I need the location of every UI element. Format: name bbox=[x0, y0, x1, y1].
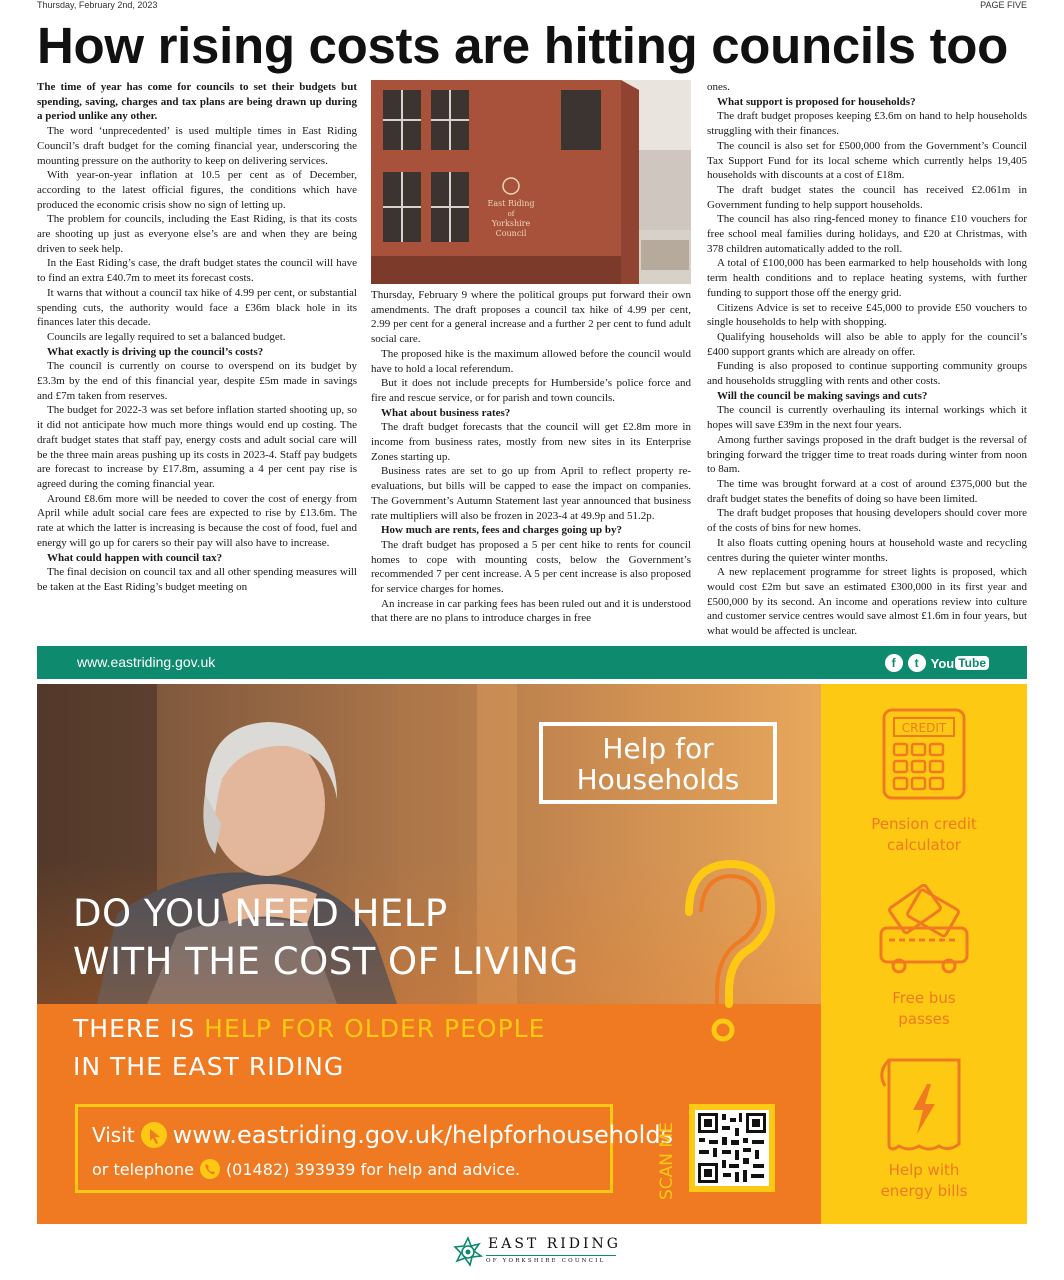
rose-emblem-icon bbox=[452, 1236, 484, 1268]
paragraph: Thursday, February 9 where the political groups put forward their own amendments. The draft proposes a council tax hike of 4.99 per cent, 2.99 per cent for a general increase and a further 2 per cent to fund adult social care. bbox=[371, 289, 691, 346]
telephone-row bbox=[92, 1159, 520, 1179]
east-riding-logo bbox=[450, 1234, 630, 1274]
paragraph: ones. bbox=[707, 81, 730, 93]
question-mark-icon bbox=[667, 852, 787, 1052]
bus-pass-icon bbox=[859, 884, 989, 980]
side-label-line: Help with bbox=[888, 1161, 960, 1179]
subheading: Will the council be making savings and cuts? bbox=[717, 389, 928, 402]
paragraph: It warns that without a council tax hike of 4.99 per cent, or substantial spending cuts, the authority would face a £36m black hole in its finances later this decade. bbox=[37, 286, 357, 329]
help-box-line: Help for bbox=[602, 732, 714, 765]
scan-me-label bbox=[653, 1104, 679, 1204]
subheading: What about business rates? bbox=[381, 406, 511, 419]
older-highlight: HELP FOR OLDER PEOPLE bbox=[204, 1014, 546, 1043]
older-people-line-2: IN THE EAST RIDING bbox=[73, 1052, 345, 1081]
youtube-you: You bbox=[930, 655, 955, 671]
bus-passes-label[interactable] bbox=[821, 988, 1027, 1030]
article-column-1 bbox=[37, 80, 357, 636]
youtube-tube: Tube bbox=[955, 656, 989, 670]
site-url[interactable]: www.eastriding.gov.uk bbox=[77, 654, 216, 670]
calculator-icon bbox=[859, 706, 989, 802]
ad-headline-line-1: DO YOU NEED HELP bbox=[73, 892, 448, 935]
paragraph: The time was brought forward at a cost of around £375,000 but the draft budget states the benefits of doing so have been limited. bbox=[707, 477, 1027, 505]
paragraph: The word ‘unprecedented’ is used multiple times in East Riding Council’s draft budget for the coming financial year, underscoring the mounting pressure on the authority to keep on delivering services. bbox=[37, 125, 357, 167]
paragraph: The final decision on council tax and all other spending measures will be taken at the East Riding’s budget meeting on bbox=[37, 566, 357, 593]
help-for-households-advert bbox=[37, 684, 1027, 1224]
telephone-prefix: or telephone bbox=[92, 1159, 194, 1179]
older-pre: THERE IS bbox=[73, 1014, 205, 1043]
paragraph: Citizens Advice is set to receive £45,000 to provide £50 vouchers to single households to help with shopping. bbox=[707, 301, 1027, 329]
social-links bbox=[885, 653, 989, 673]
help-box-line: Households bbox=[576, 763, 740, 796]
side-label-line: passes bbox=[898, 1010, 950, 1028]
visit-row bbox=[92, 1121, 673, 1149]
subheading: How much are rents, fees and charges going up by? bbox=[381, 524, 622, 537]
paragraph: A total of £100,000 has been earmarked to help households with long term health conditions and to replace heating systems, with further funding to support those off the energy grid. bbox=[707, 257, 1027, 299]
paragraph: Among further savings proposed in the draft budget is the reversal of bringing forward the trigger time to treat roads during winter from noon to 8am. bbox=[707, 433, 1027, 476]
advert-url-bar bbox=[37, 646, 1027, 679]
telephone-number[interactable]: (01482) 393939 for help and advice. bbox=[225, 1159, 521, 1179]
paragraph: The draft budget proposes keeping £3.6m on hand to help households struggling with their finances. bbox=[707, 110, 1027, 138]
paragraph: It also floats cutting opening hours at household waste and recycling centres during the quieter winter months. bbox=[707, 536, 1027, 564]
side-label-line: Pension credit bbox=[871, 815, 977, 833]
side-label-line: Free bus bbox=[892, 989, 956, 1007]
paragraph: The proposed hike is the maximum allowed before the council would have to hold a local referendum. bbox=[371, 347, 691, 375]
help-for-households-box bbox=[539, 722, 777, 804]
credit-tag: CREDIT bbox=[901, 721, 947, 735]
issue-date: Thursday, February 2nd, 2023 bbox=[37, 0, 158, 10]
photo-sign-line: of bbox=[507, 210, 515, 218]
side-label-line: calculator bbox=[887, 836, 961, 854]
paragraph: Councils are legally required to set a balanced budget. bbox=[47, 330, 286, 343]
pension-credit-label[interactable] bbox=[821, 814, 1027, 856]
paragraph: The time of year has come for councils to set their budgets but spending, saving, charges and tax plans are being drawn up during a period unlike any other. bbox=[37, 81, 357, 123]
paragraph: The council has also ring-fenced money to finance £10 vouchers for free school meal families during holidays, and £20 at Christmas, with 378 children automatically added to the roll. bbox=[707, 213, 1027, 255]
page-number: PAGE FIVE bbox=[980, 0, 1027, 10]
qr-code-graphic bbox=[695, 1110, 769, 1186]
facebook-icon[interactable]: f bbox=[885, 654, 903, 672]
page-header bbox=[37, 0, 1027, 12]
photo-sign-line: Yorkshire bbox=[491, 219, 531, 228]
article-column-2 bbox=[371, 80, 691, 636]
paragraph: The council is currently overhauling its internal workings which it hopes will save £39m in the next four years. bbox=[707, 404, 1027, 432]
scan-me-text: SCAN ME bbox=[657, 1122, 677, 1200]
paragraph: Qualifying households will also be able to apply for the council’s £400 support grants which are already on offer. bbox=[707, 330, 1027, 358]
article-column-3 bbox=[707, 80, 1027, 636]
paragraph: The problem for councils, including the East Riding, is that its costs are shooting up just as everyone else’s are and when they are being driven to seek help. bbox=[37, 213, 357, 255]
paragraph: The draft budget proposes that housing developers should cover more of the costs of bins for new homes. bbox=[707, 507, 1027, 535]
paragraph: The council is also set for £500,000 from the Government’s Council Tax Support Fund for its local scheme which currently helps 19,405 households with discounts at a cost of £18m. bbox=[707, 139, 1027, 182]
paragraph: The council is currently on course to overspend on its budget by £3.3m by the end of this financial year, despite £5m made in savings and £7m taken from reserves. bbox=[37, 360, 357, 402]
logo-rule bbox=[486, 1255, 616, 1256]
qr-code[interactable] bbox=[689, 1104, 775, 1192]
logo-wordmark: EAST RIDING bbox=[488, 1236, 621, 1252]
visit-word: Visit bbox=[92, 1123, 135, 1147]
council-building-photo bbox=[371, 80, 691, 284]
paragraph: Funding is also proposed to continue supporting community groups and households struggling with rents and other costs. bbox=[707, 360, 1027, 388]
paragraph: With year-on-year inflation at 10.5 per cent as of December, according to the latest official figures, the conditions which have produced the economic crisis show no sign of letting up. bbox=[37, 169, 357, 211]
headline: How rising costs are hitting councils too bbox=[37, 17, 1008, 74]
energy-bill-icon bbox=[859, 1052, 989, 1162]
older-people-line-1 bbox=[73, 1014, 545, 1043]
phone-icon bbox=[200, 1159, 220, 1179]
paragraph: The draft budget has proposed a 5 per cent hike to rents for council homes to cope with mounting costs, below the Government’s recommended 7 per cent increase. A 5 per cent increase is also proposed for service charges for homes. bbox=[371, 538, 691, 596]
energy-bills-label[interactable] bbox=[821, 1160, 1027, 1202]
paragraph: The draft budget forecasts that the council will get £2.8m more in income from business rates, mostly from new sites in its Enterprise Zones starting up. bbox=[371, 421, 691, 463]
youtube-icon[interactable] bbox=[931, 656, 989, 671]
paragraph: A new replacement programme for street lights is proposed, which would cost £2m but save an estimated £300,000 in its first year and £500,000 by its second. An income and operations review into culture and customer service centres would save almost £1.6m in four years, but what would be affected is unclear. bbox=[707, 566, 1027, 636]
paragraph: Business rates are set to go up from April to reflect property re-evaluations, but bills will be capped to ease the impact on companies. The Government’s Autumn Statement last year announced that business rate multipliers will also be frozen in 2023-4 at 49.9p and 51.2p. bbox=[371, 465, 691, 522]
subheading: What could happen with council tax? bbox=[47, 551, 223, 564]
help-url-link[interactable]: www.eastriding.gov.uk/helpforhouseholds bbox=[172, 1121, 674, 1149]
ad-headline-line-2: WITH THE COST OF LIVING bbox=[73, 940, 579, 983]
cursor-icon bbox=[141, 1122, 167, 1148]
subheading: What support is proposed for households? bbox=[717, 95, 916, 108]
paragraph: Around £8.6m more will be needed to cover the cost of energy from April while adult social care fees are expected to rise by £13.6m. The rate at which the latter is increasing is because the cost of food, fuel and energy will go up for carers so their pay will also have to increase. bbox=[37, 492, 357, 549]
paragraph: The draft budget states the council has received £2.061m in Government funding to help support households. bbox=[707, 183, 1027, 211]
paragraph: In the East Riding’s case, the draft budget states the council will have to find an extra £40.7m to meet its forecast costs. bbox=[37, 257, 357, 285]
subheading: What exactly is driving up the council’s costs? bbox=[47, 345, 264, 358]
side-label-line: energy bills bbox=[880, 1182, 968, 1200]
paragraph: The budget for 2022-3 was set before inflation started shooting up, so it did not anticipate how much more things would end up costing. The draft budget states that staff pay, energy costs and adult social care will be the three main areas pushing up its costs in 2023-4. Staff pay budgets are forecast to increase by £17.8m, assuming a 4 per cent pay rise is agreed during the coming financial year. bbox=[37, 404, 357, 490]
photo-sign-line: Council bbox=[495, 229, 527, 238]
paragraph: An increase in car parking fees has been ruled out and it is understood that there are no plans to introduce charges in free bbox=[371, 597, 691, 625]
twitter-icon[interactable]: t bbox=[908, 654, 926, 672]
logo-subtitle: OF YORKSHIRE COUNCIL bbox=[486, 1258, 606, 1264]
help-options-sidebar bbox=[821, 684, 1027, 1224]
paragraph: But it does not include precepts for Humberside’s police force and fire and rescue service, or for parish and town councils. bbox=[371, 377, 691, 404]
photo-sign-line: East Riding bbox=[487, 199, 535, 208]
